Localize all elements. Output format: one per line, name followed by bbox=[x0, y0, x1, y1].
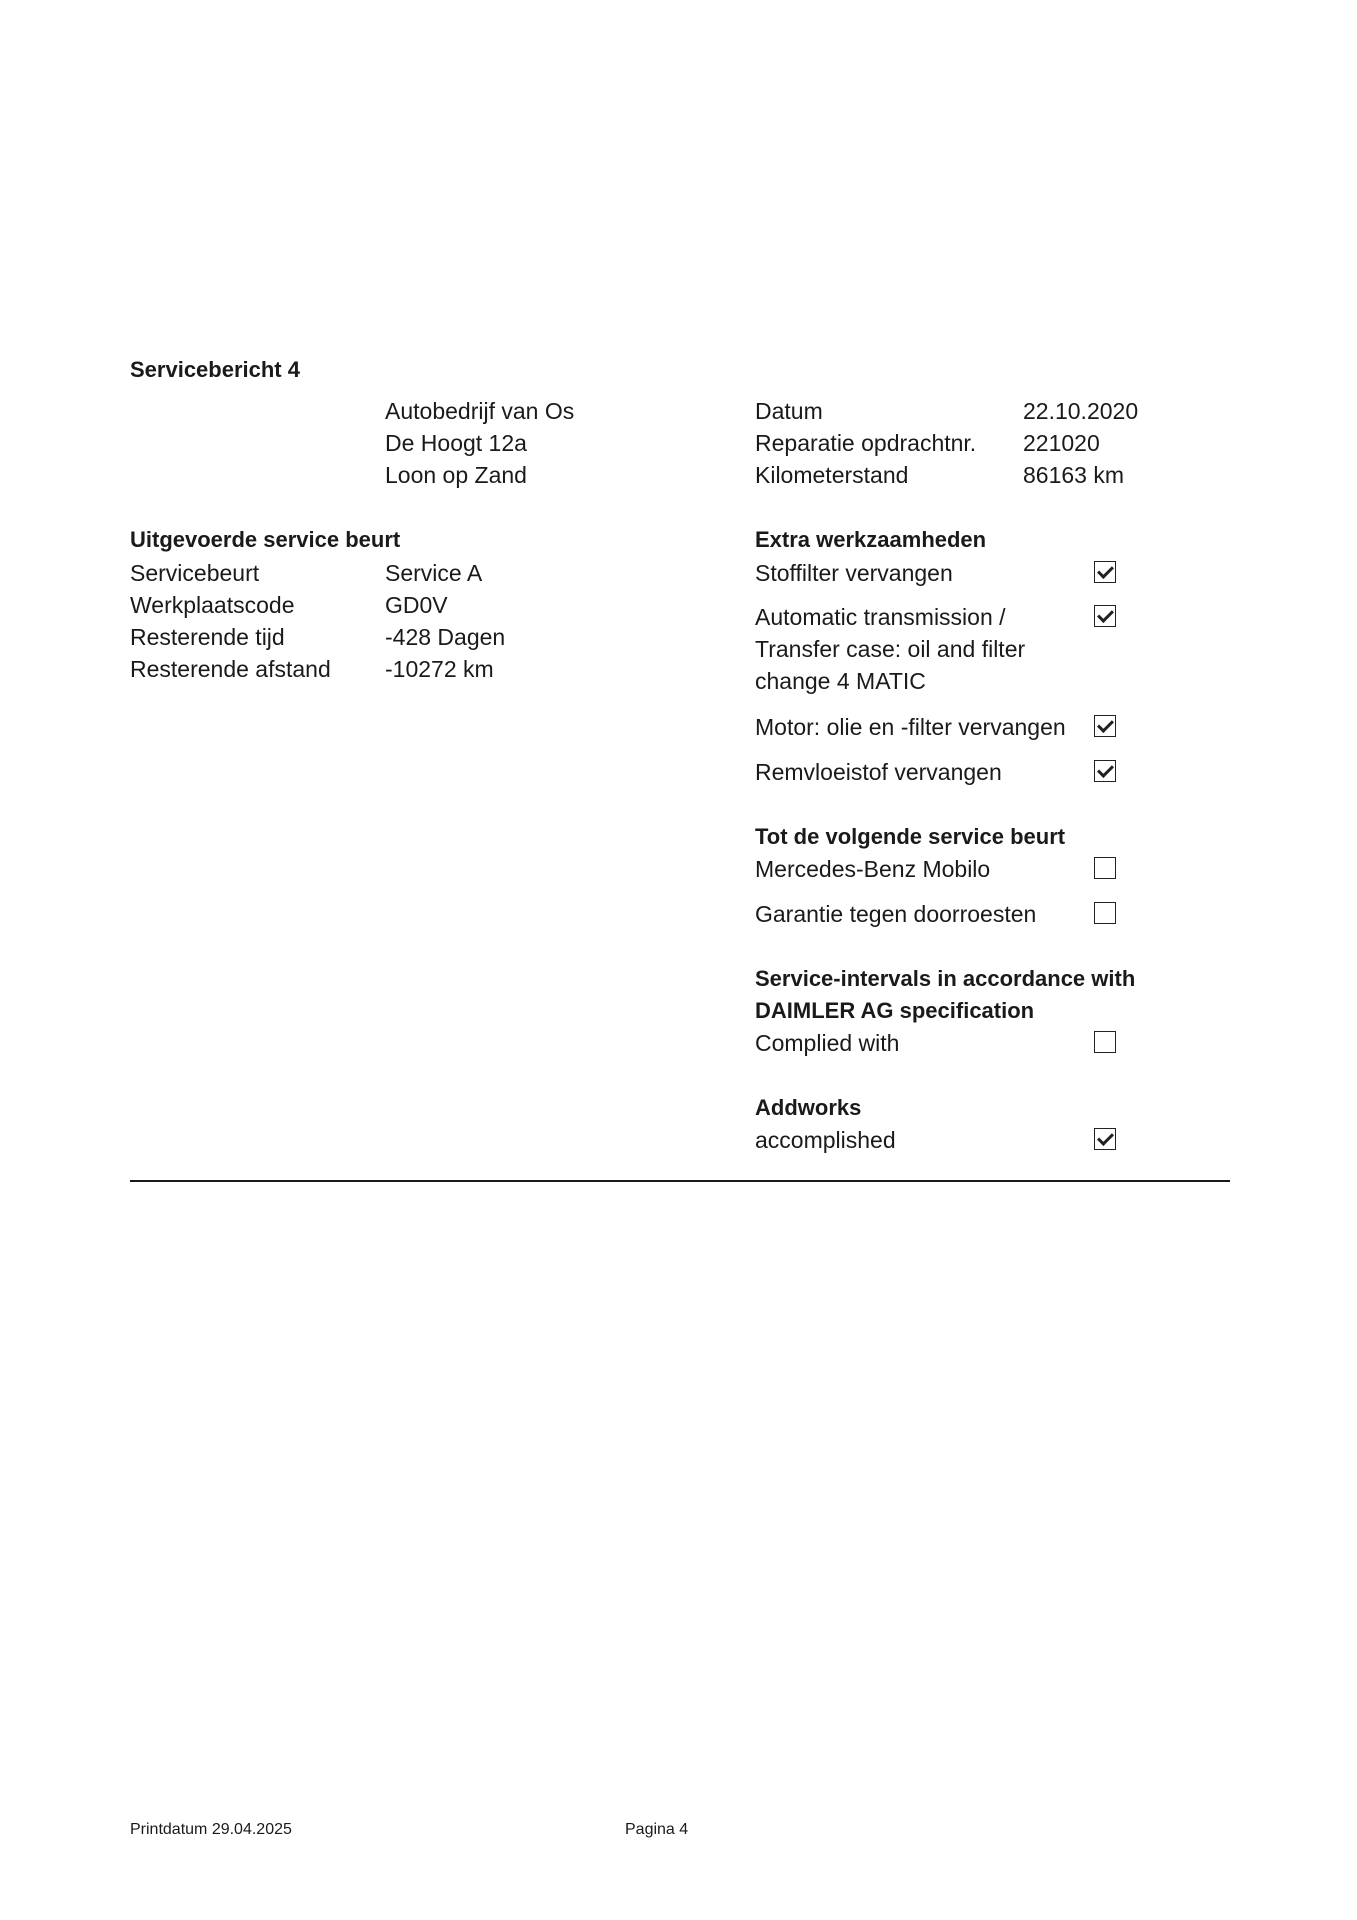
next-service-heading: Tot de volgende service beurt bbox=[755, 824, 1066, 849]
extra-work-item-label: Transfer case: oil and filter bbox=[755, 636, 1026, 662]
next-service-item-label: Garantie tegen doorroesten bbox=[755, 901, 1037, 927]
extra-work-item-label: Motor: olie en -filter vervangen bbox=[755, 714, 1066, 740]
extra-work-item-label: Automatic transmission / bbox=[755, 604, 1006, 630]
detail-value-order-number: 221020 bbox=[1023, 430, 1100, 456]
extra-work-item-label: Stoffilter vervangen bbox=[755, 560, 953, 586]
service-performed-heading: Uitgevoerde service beurt bbox=[130, 527, 401, 552]
extra-work-item-label: Remvloeistof vervangen bbox=[755, 759, 1002, 785]
report-title: Servicebericht 4 bbox=[130, 357, 300, 382]
dealer-street: De Hoogt 12a bbox=[385, 430, 527, 456]
extra-work-checkbox bbox=[1094, 715, 1116, 737]
service-intervals-heading: Service-intervals in accordance with bbox=[755, 966, 1136, 991]
detail-label-date: Datum bbox=[755, 398, 823, 424]
detail-label-order-number: Reparatie opdrachtnr. bbox=[755, 430, 977, 456]
detail-label-mileage: Kilometerstand bbox=[755, 462, 909, 488]
service-intervals-heading: DAIMLER AG specification bbox=[755, 998, 1035, 1023]
dealer-name: Autobedrijf van Os bbox=[385, 398, 575, 424]
service-row-label: Servicebeurt bbox=[130, 560, 260, 586]
addworks-checkbox bbox=[1094, 1128, 1116, 1150]
next-service-item-label: Mercedes-Benz Mobilo bbox=[755, 856, 991, 882]
service-row-label: Resterende afstand bbox=[130, 656, 331, 682]
addworks-item-label: accomplished bbox=[755, 1127, 896, 1153]
service-row-value: -428 Dagen bbox=[385, 624, 506, 650]
print-date: Printdatum 29.04.2025 bbox=[130, 1821, 292, 1838]
service-intervals-checkbox bbox=[1094, 1031, 1116, 1053]
service-row-label: Resterende tijd bbox=[130, 624, 285, 650]
extra-work-heading: Extra werkzaamheden bbox=[755, 527, 987, 552]
service-row-value: -10272 km bbox=[385, 656, 494, 682]
extra-work-checkbox bbox=[1094, 760, 1116, 782]
next-service-checkbox bbox=[1094, 857, 1116, 879]
extra-work-checkbox bbox=[1094, 561, 1116, 583]
extra-work-checkbox bbox=[1094, 605, 1116, 627]
detail-value-date: 22.10.2020 bbox=[1023, 398, 1139, 424]
addworks-heading: Addworks bbox=[755, 1095, 862, 1120]
service-row-value: GD0V bbox=[385, 592, 448, 618]
detail-value-mileage: 86163 km bbox=[1023, 462, 1125, 488]
service-intervals-item-label: Complied with bbox=[755, 1030, 900, 1056]
service-row-value: Service A bbox=[385, 560, 483, 586]
section-divider bbox=[130, 1180, 1230, 1182]
service-row-label: Werkplaatscode bbox=[130, 592, 295, 618]
extra-work-item-label: change 4 MATIC bbox=[755, 668, 926, 694]
next-service-checkbox bbox=[1094, 902, 1116, 924]
page-number: Pagina 4 bbox=[625, 1821, 689, 1838]
dealer-city: Loon op Zand bbox=[385, 462, 527, 488]
